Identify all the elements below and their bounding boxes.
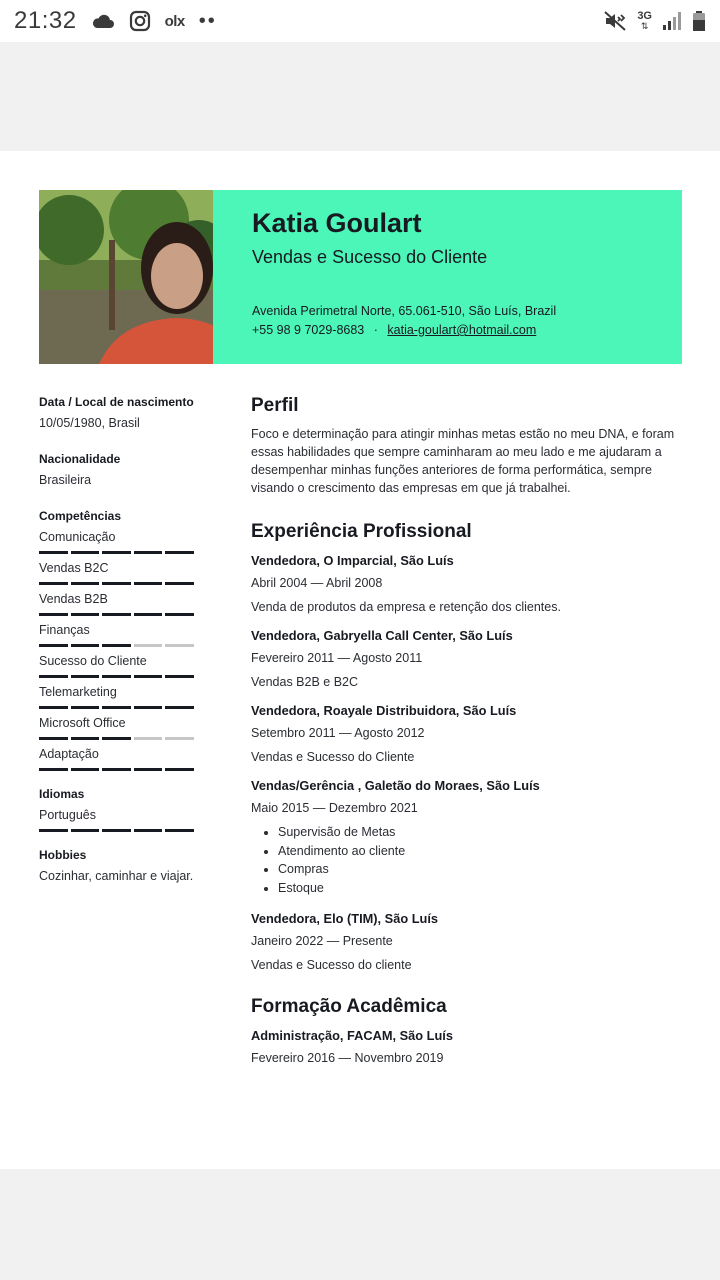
job-bullet-list [251,823,691,897]
phone: +55 98 9 7029-8683 [252,323,365,337]
skill-level-segment [134,737,163,740]
resume-page[interactable] [0,151,720,1169]
skill-level-segment [102,613,131,616]
clock: 21:32 [14,7,77,34]
skill-level-segment [39,551,68,554]
skill-level-bar [39,551,199,554]
skill-level-segment [165,768,194,771]
education-entry [251,1028,691,1065]
skill-level-segment [165,706,194,709]
education-list [251,1028,691,1065]
candidate-name: Katia Goulart [252,208,422,238]
skill-level-bar [39,675,199,678]
skill-level-segment [102,829,131,832]
skill-name: Microsoft Office [39,716,126,730]
skill-level-segment [165,829,194,832]
birth-label: Data / Local de nascimento [39,395,194,409]
skill-name: Adaptação [39,747,99,761]
sidebar [39,395,199,905]
skills-list [39,530,199,771]
job-title: Vendedora, Gabryella Call Center, São Luís [251,628,513,643]
skill-name: Telemarketing [39,685,117,699]
skill-level-segment [71,829,100,832]
job-title: Vendedora, Roayale Distribuidora, São Luís [251,703,517,718]
skill-name: Comunicação [39,530,116,544]
hobbies-label: Hobbies [39,848,87,862]
skill-level-segment [71,706,100,709]
skill-name: Vendas B2C [39,561,109,575]
profile-text: Foco e determinação para atingir minhas metas estão no meu DNA, e foram essas habilidades que sempre caminharam ao meu lado e me ajudaram a desempenhar minhas funções anteriores de forma performática, sempre visando o crescimento das empresas em que já trabalhei. [251,427,675,495]
skill-name: Português [39,808,96,822]
skill-level-segment [102,675,131,678]
education-title: Administração, FACAM, São Luís [251,1028,453,1043]
job-description: Vendas B2B e B2C [251,675,359,689]
skill-level-segment [39,644,68,647]
skill-level-segment [102,737,131,740]
skill-level-segment [102,706,131,709]
skill-level-segment [165,613,194,616]
skill-level-segment [165,551,194,554]
skill-level-segment [71,737,100,740]
skill-level-segment [134,644,163,647]
job-entry [251,703,691,764]
olx-icon: olx [164,12,185,30]
avatar [39,190,213,364]
list-item: • Estoque [278,879,691,898]
skill-level-segment [39,582,68,585]
job-date: Abril 2004 — Abril 2008 [251,576,383,590]
job-title: Vendedora, Elo (TIM), São Luís [251,911,438,926]
skill-level-segment [102,582,131,585]
job-date: Maio 2015 — Dezembro 2021 [251,801,418,815]
job-entry [251,911,691,972]
skill-level-segment [165,737,194,740]
languages-list [39,808,199,832]
skill-level-segment [39,829,68,832]
signal-icon [662,11,682,31]
skill-level-bar [39,706,199,709]
contact-line [252,323,682,337]
profile-title: Perfil [251,395,299,416]
skill-name: Vendas B2B [39,592,108,606]
birth-value: 10/05/1980, Brasil [39,416,140,430]
skill-level-bar [39,644,199,647]
nationality-label: Nacionalidade [39,452,121,466]
network-icon: 3G ⇅ [637,10,652,31]
skill-level-segment [165,644,194,647]
job-title: Vendas/Gerência , Galetão do Moraes, São Luís [251,778,540,793]
skill-level-bar [39,768,199,771]
instagram-icon [129,10,151,32]
job-entry [251,628,691,689]
list-item: • Supervisão de Metas [278,823,691,842]
address: Avenida Perimetral Norte, 65.061-510, São Luís, Brazil [252,304,557,318]
job-date: Janeiro 2022 — Presente [251,934,393,948]
nationality-value: Brasileira [39,473,92,487]
job-description: Vendas e Sucesso do Cliente [251,750,415,764]
main-content [251,395,691,1065]
more-icon: •• [198,9,217,32]
list-item: • Compras [278,860,691,879]
email-link[interactable]: katia-goulart@hotmail.com [387,323,537,337]
job-date: Fevereiro 2011 — Agosto 2011 [251,651,423,665]
skill-level-bar [39,582,199,585]
education-title: Formação Acadêmica [251,996,447,1017]
skill-level-segment [39,675,68,678]
education-date: Fevereiro 2016 — Novembro 2019 [251,1051,444,1065]
skill-level-segment [165,582,194,585]
skill-level-segment [39,706,68,709]
skill-level-segment [165,675,194,678]
jobs-list [251,553,691,972]
experience-title: Experiência Profissional [251,521,472,542]
skill-level-segment [134,582,163,585]
skill-level-segment [39,613,68,616]
skill-level-segment [71,675,100,678]
candidate-role: Vendas e Sucesso do Cliente [252,247,488,267]
skill-level-segment [134,675,163,678]
skill-level-segment [71,768,100,771]
skill-level-bar [39,737,199,740]
mute-icon [603,10,627,32]
battery-icon [692,10,706,32]
skill-level-bar [39,829,199,832]
hobbies-value: Cozinhar, caminhar e viajar. [39,869,194,883]
list-item: • Atendimento ao cliente [278,842,691,861]
job-entry [251,778,691,897]
skill-name: Finanças [39,623,90,637]
skill-level-segment [102,768,131,771]
status-bar [0,0,720,42]
skill-level-bar [39,613,199,616]
header-band [213,190,682,364]
skill-level-segment [102,551,131,554]
skill-level-segment [71,644,100,647]
skill-level-segment [39,768,68,771]
languages-label: Idiomas [39,787,85,801]
skill-level-segment [134,613,163,616]
skill-level-segment [71,551,100,554]
job-title: Vendedora, O Imparcial, São Luís [251,553,454,568]
skill-level-segment [134,551,163,554]
skill-level-segment [134,706,163,709]
skill-level-segment [71,613,100,616]
skill-name: Sucesso do Cliente [39,654,147,668]
cloud-icon [91,13,115,29]
job-date: Setembro 2011 — Agosto 2012 [251,726,425,740]
skill-level-segment [102,644,131,647]
job-description: Vendas e Sucesso do cliente [251,958,412,972]
job-description: Venda de produtos da empresa e retenção dos clientes. [251,600,561,614]
skill-level-segment [134,829,163,832]
skill-level-segment [71,582,100,585]
skill-level-segment [39,737,68,740]
job-entry [251,553,691,614]
skill-level-segment [134,768,163,771]
skills-label: Competências [39,509,122,523]
separator: · [373,323,378,337]
